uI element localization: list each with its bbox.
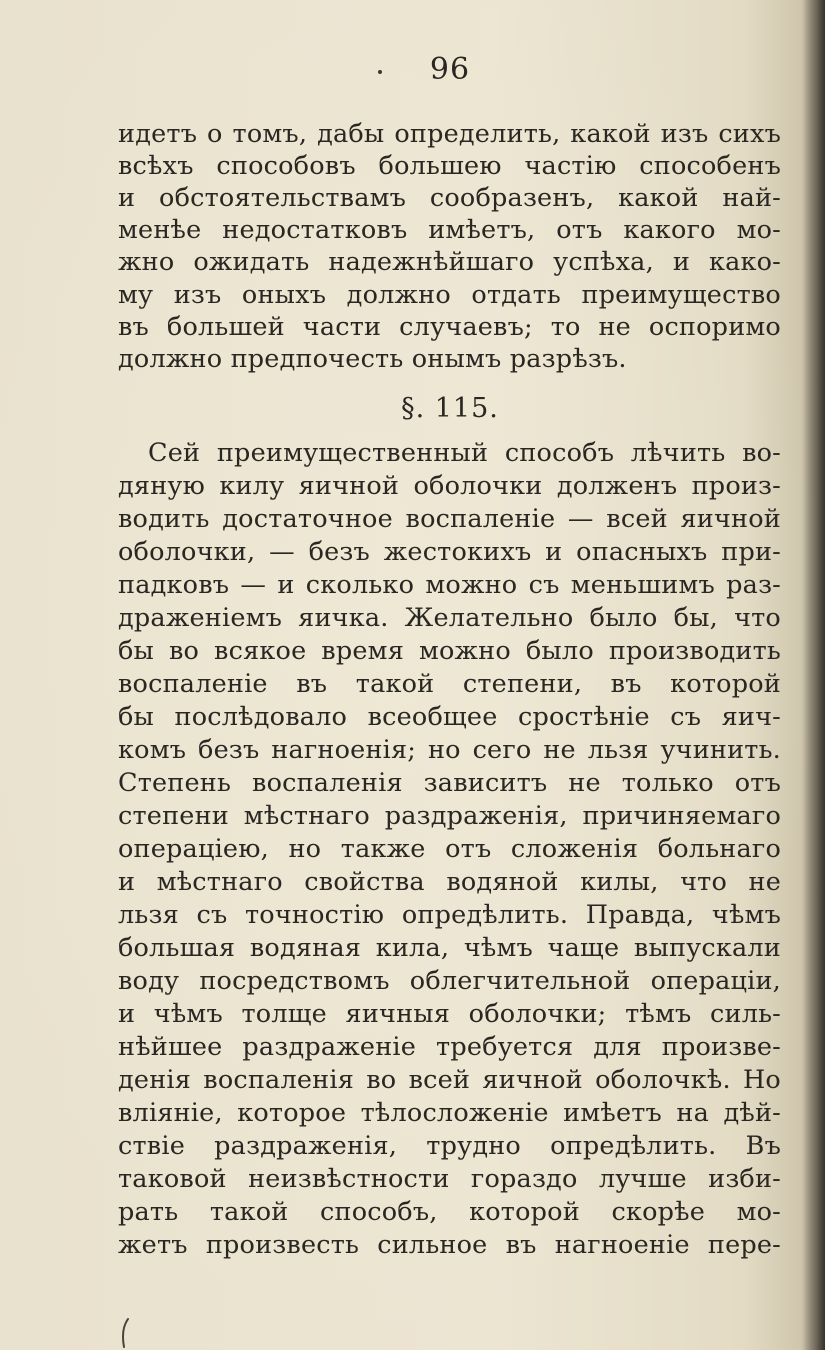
text-line: вліяніе, которое тѣлосложеніе имѣетъ на дѣй- [118,1098,781,1128]
section-heading: §. 115. [401,393,499,424]
page-number: 96 [429,52,471,87]
text-line: ствіе раздраженія, трудно опредѣлить. Въ [118,1131,781,1161]
text-line: большая водяная кила, чѣмъ чаще выпускали [118,933,781,963]
text-line: льзя съ точностію опредѣлить. Правда, чѣмъ [118,900,781,930]
text-line: рать такой способъ, которой скорѣе мо- [118,1197,781,1227]
text-line: Степень воспаленія зависитъ не только отъ [118,768,781,798]
text-line: комъ безъ нагноенія; но сего не льзя учинить. [118,735,781,765]
text-line: и мѣстнаго свойства водяной килы, что не [118,867,781,897]
text-line: нѣйшее раздраженіе требуется для произве- [118,1032,781,1062]
text-line: дяную килу яичной оболочки долженъ произ- [118,471,781,501]
text-line: таковой неизвѣстности гораздо лучше изби- [118,1164,781,1194]
text-line: денія воспаленія во всей яичной оболочкѣ. Но [118,1065,781,1095]
text-line: воду посредствомъ облегчительной операціи, [118,966,781,996]
text-line: и чѣмъ толще яичныя оболочки; тѣмъ силь- [118,999,781,1029]
text-line: жно ожидать надежнѣйшаго успѣха, и како- [118,247,781,277]
text-line: драженіемъ яичка. Желательно было бы, что [118,603,781,633]
text-line: операціею, но также отъ сложенія больнаго [118,834,781,864]
text-line: падковъ — и сколько можно съ меньшимъ раз- [118,570,781,600]
text-line: Сей преимущественный способъ лѣчить во- [148,438,781,468]
text-line: воспаленіе въ такой степени, въ которой [118,669,781,699]
text-line: идетъ о томъ, дабы определить, какой изъ сихъ [118,119,781,149]
text-line: бы послѣдовало всеобщее сростѣніе съ яич- [118,702,781,732]
text-line: оболочки, — безъ жестокихъ и опасныхъ при- [118,537,781,567]
spine-shadow [803,0,825,1350]
text-line: жетъ произвесть сильное въ нагноеніе пере- [118,1230,781,1260]
text-line: въ большей части случаевъ; то не оспоримо [118,312,781,342]
text-line: водить достаточное воспаленіе — всей яичной [118,504,781,534]
text-line: степени мѣстнаго раздраженія, причиняемаго [118,801,781,831]
text-line: и обстоятельствамъ сообразенъ, какой най- [118,183,781,213]
text-line: менѣе недостатковъ имѣетъ, отъ какого мо- [118,215,781,245]
text-line: бы во всякое время можно было производить [118,636,781,666]
text-line: должно предпочесть онымъ разрѣзъ. [118,344,627,374]
text-line: му изъ оныхъ должно отдать преимущество [118,280,781,310]
pencil-mark [120,1318,130,1348]
text-line: всѣхъ способовъ большею частію способенъ [118,151,781,181]
